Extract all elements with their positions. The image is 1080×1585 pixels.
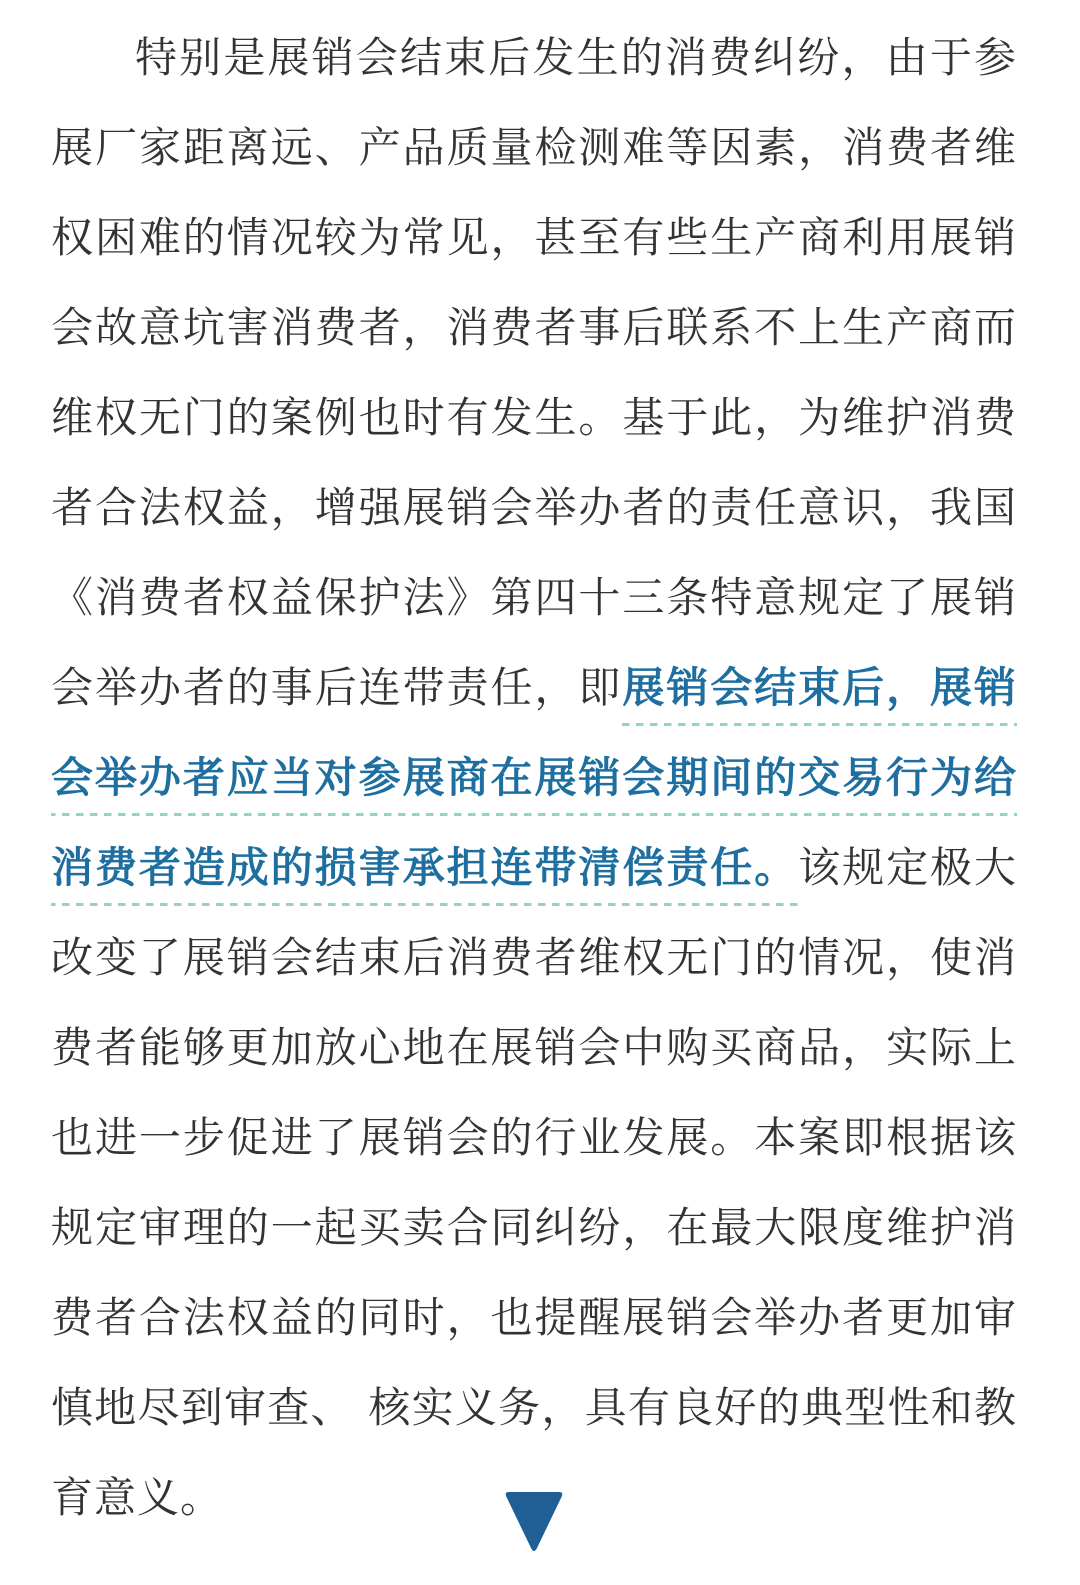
highlighted-legal-text: 展销会结束后，展销会举办者应当对参展商在展销会期间的交易行为给消费者造成的损害承担连带清偿责任。 <box>51 663 1017 906</box>
article-paragraph <box>51 13 1017 1543</box>
paragraph-text-before: 特别是展销会结束后发生的消费纠纷，由于参展厂家距离远、产品质量检测难等因素，消费者维权困难的情况较为常见，甚至有些生产商利用展销会故意坑害消费者，消费者事后联系不上生产商而维权无门的案例也时有发生。基于此，为维护消费者合法权益，增强展销会举办者的责任意识，我国《消费者权益保护法》第四十三条特意规定了展销会举办者的事后连带责任，即 <box>51 33 1017 712</box>
down-triangle-icon[interactable] <box>503 1488 565 1556</box>
article-body <box>51 13 1017 1543</box>
paragraph-text-after: 该规定极大改变了展销会结束后消费者维权无门的情况，使消费者能够更加放心地在展销会中购买商品，实际上也进一步促进了展销会的行业发展。本案即根据该规定审理的一起买卖合同纠纷，在最大限度维护消费者合法权益的同时，也提醒展销会举办者更加审慎地尽到审查、 核实义务，具有良好的典型性和教育意义。 <box>51 843 1017 1522</box>
